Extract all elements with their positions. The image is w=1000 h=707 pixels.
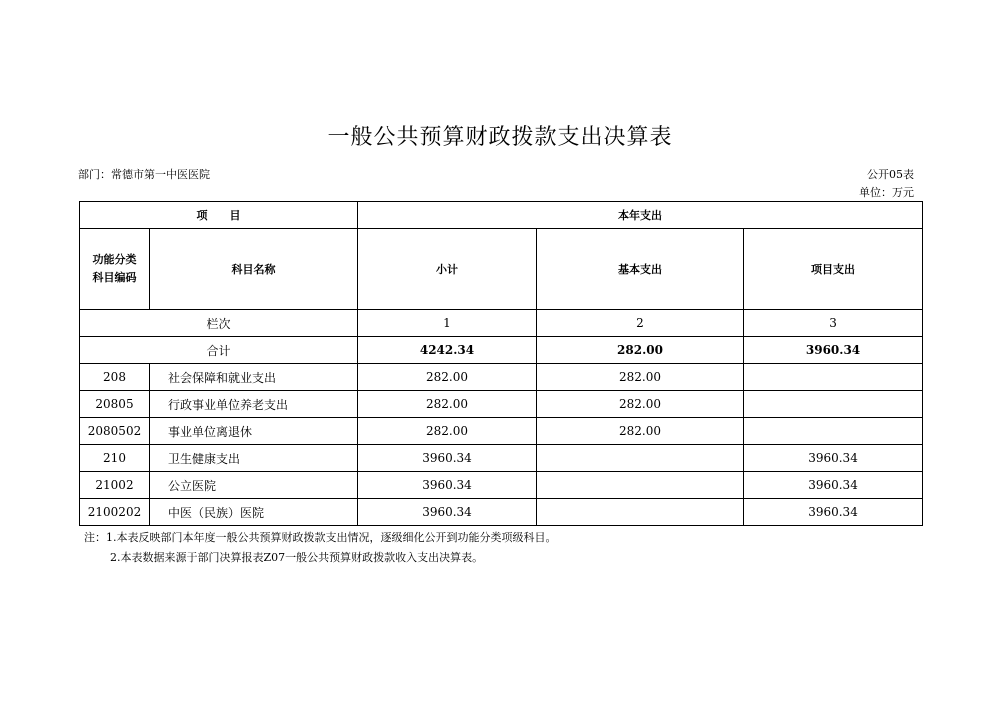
table-row: [80, 472, 923, 499]
row-basic: 282.00: [537, 364, 744, 391]
row-basic: [537, 499, 744, 526]
row-subtotal: 282.00: [358, 391, 537, 418]
header-subtotal: 小计: [358, 229, 537, 310]
row-project: 3960.34: [744, 472, 923, 499]
column-index-2: 2: [537, 310, 744, 337]
total-project: 3960.34: [744, 337, 923, 364]
row-code: 208: [80, 364, 150, 391]
total-row: [80, 337, 923, 364]
table-row: [80, 391, 923, 418]
row-name: 中医（民族）医院: [150, 499, 358, 526]
row-subtotal: 3960.34: [358, 445, 537, 472]
row-subtotal: 3960.34: [358, 499, 537, 526]
row-project: [744, 418, 923, 445]
row-name: 公立医院: [150, 472, 358, 499]
header-function-code: 功能分类 科目编码: [80, 229, 150, 310]
row-basic: 282.00: [537, 418, 744, 445]
row-code: 210: [80, 445, 150, 472]
row-project: [744, 364, 923, 391]
row-name: 事业单位离退休: [150, 418, 358, 445]
row-code: 21002: [80, 472, 150, 499]
row-code: 2100202: [80, 499, 150, 526]
header-project: 项 目: [80, 202, 358, 229]
row-subtotal: 3960.34: [358, 472, 537, 499]
row-name: 卫生健康支出: [150, 445, 358, 472]
row-code: 20805: [80, 391, 150, 418]
header-basic-expenditure: 基本支出: [537, 229, 744, 310]
row-subtotal: 282.00: [358, 364, 537, 391]
total-basic: 282.00: [537, 337, 744, 364]
row-basic: [537, 445, 744, 472]
header-current-year: 本年支出: [358, 202, 923, 229]
table-row: [80, 499, 923, 526]
footnote-1: 注：1.本表反映部门本年度一般公共预算财政拨款支出情况，逐级细化公开到功能分类项级科目。: [84, 531, 557, 544]
column-index-label: 栏次: [80, 310, 358, 337]
total-subtotal: 4242.34: [358, 337, 537, 364]
column-index-1: 1: [358, 310, 537, 337]
expenditure-table: [79, 201, 923, 526]
form-number: 公开05表: [867, 168, 914, 181]
unit-label: 单位：万元: [859, 186, 914, 199]
department-label: 部门：常德市第一中医医院: [78, 168, 210, 181]
row-subtotal: 282.00: [358, 418, 537, 445]
row-name: 行政事业单位养老支出: [150, 391, 358, 418]
header-subject-name: 科目名称: [150, 229, 358, 310]
row-project: [744, 391, 923, 418]
row-project: 3960.34: [744, 499, 923, 526]
row-basic: [537, 472, 744, 499]
row-basic: 282.00: [537, 391, 744, 418]
table-row: [80, 418, 923, 445]
table-row: [80, 364, 923, 391]
row-project: 3960.34: [744, 445, 923, 472]
table-row: [80, 445, 923, 472]
header-project-expenditure: 项目支出: [744, 229, 923, 310]
total-label: 合计: [80, 337, 358, 364]
page-title: 一般公共预算财政拨款支出决算表: [327, 125, 673, 150]
column-index-3: 3: [744, 310, 923, 337]
row-name: 社会保障和就业支出: [150, 364, 358, 391]
row-code: 2080502: [80, 418, 150, 445]
footnote-2: 2.本表数据来源于部门决算报表Z07一般公共预算财政拨款收入支出决算表。: [110, 551, 484, 564]
